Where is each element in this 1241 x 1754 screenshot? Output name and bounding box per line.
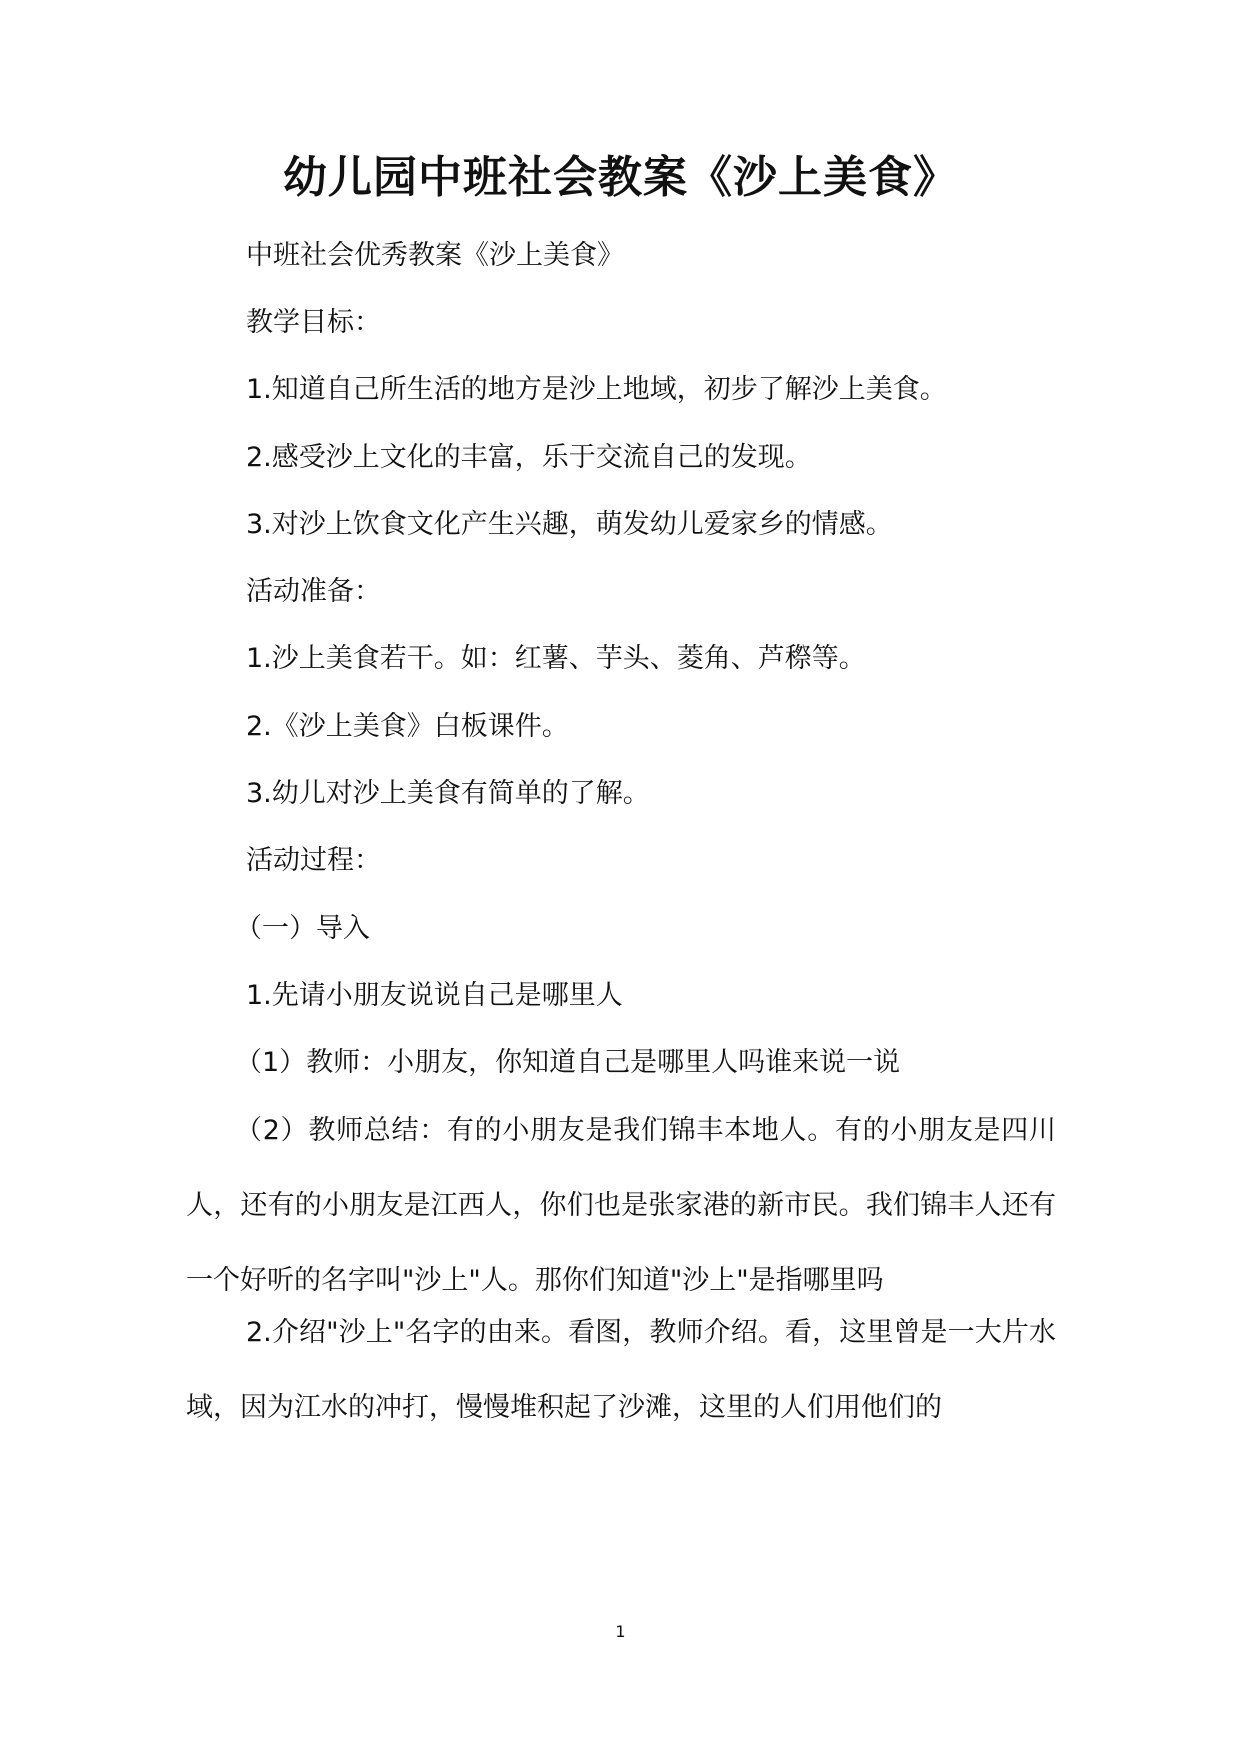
- section-heading-preparation: 活动准备：: [246, 576, 381, 607]
- process-step-2: 2.介绍"沙上"名字的由来。看图，教师介绍。看，这里曾是一大片水域，因为江水的冲打，慢慢堆积起了沙滩，这里的人们用他们的: [186, 1317, 1056, 1423]
- document-title: 幼儿园中班社会教案《沙上美食》: [283, 152, 958, 203]
- objective-item-1: 1.知道自己所生活的地方是沙上地域，初步了解沙上美食。: [246, 374, 947, 405]
- subtitle-paragraph: 中班社会优秀教案《沙上美食》: [246, 240, 624, 271]
- preparation-item-3: 3.幼儿对沙上美食有简单的了解。: [246, 778, 650, 809]
- preparation-item-2: 2.《沙上美食》白板课件。: [246, 711, 569, 742]
- preparation-item-1: 1.沙上美食若干。如：红薯、芋头、菱角、芦穄等。: [246, 643, 866, 674]
- process-subheading-intro: （一）导入: [235, 913, 370, 944]
- page-number: 1: [615, 1622, 626, 1641]
- objective-item-2: 2.感受沙上文化的丰富，乐于交流自己的发现。: [246, 442, 812, 473]
- section-heading-process: 活动过程：: [246, 845, 381, 876]
- process-step-1-sub-2: （2）教师总结：有的小朋友是我们锦丰本地人。有的小朋友是四川人，还有的小朋友是江西人，你们也是张家港的新市民。我们锦丰人还有一个好听的名字叫"沙上"人。那你们知道"沙上"是指哪里吗: [186, 1115, 1056, 1296]
- process-step-1: 1.先请小朋友说说自己是哪里人: [246, 980, 623, 1011]
- section-heading-objectives: 教学目标：: [246, 307, 381, 338]
- process-step-1-sub-1: （1）教师：小朋友，你知道自己是哪里人吗谁来说一说: [235, 1047, 901, 1078]
- objective-item-3: 3.对沙上饮食文化产生兴趣，萌发幼儿爱家乡的情感。: [246, 509, 893, 540]
